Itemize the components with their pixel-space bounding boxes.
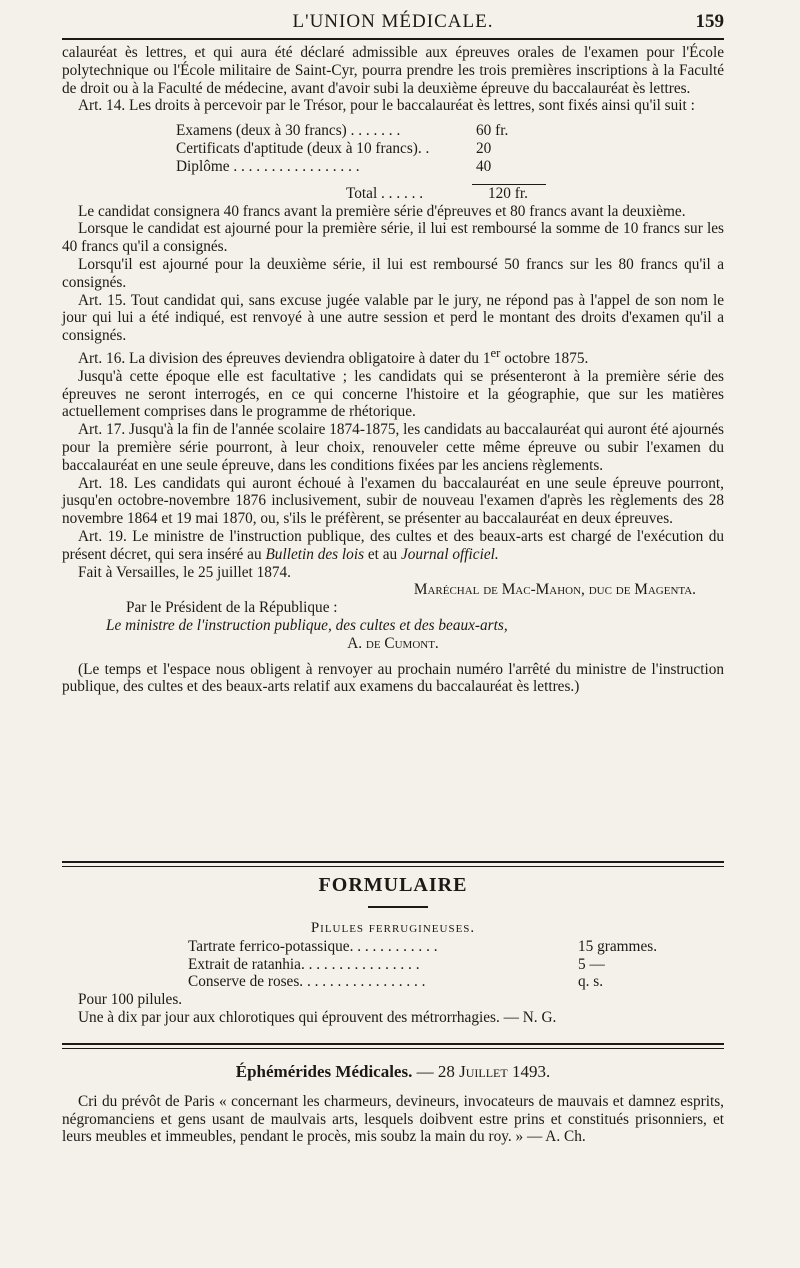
fee-label: Examens (deux à 30 francs) . . . . . . .: [176, 122, 401, 140]
fee-row: [176, 158, 536, 176]
section-rule: [62, 861, 724, 863]
article-19-conj: et au: [364, 545, 401, 563]
paragraph: calauréat ès lettres, et qui aura été déclaré admissible aux épreuves orales de l'examen pour l'École polytechnique ou l'École militaire de Saint-Cyr, pourra prendre les trois premières inscriptions à la Faculté de droit ou à la Faculté de médecine, avant d'avoir subi la deuxième épreuve du baccalauréat ès lettres.: [62, 44, 724, 97]
total-row: [346, 185, 724, 203]
formulaire-heading: FORMULAIRE: [318, 874, 468, 896]
fees-table: [176, 122, 536, 175]
ingredient-name: Conserve de roses. . . . . . . . . . . . . . . . .: [188, 973, 426, 991]
article-17: Art. 17. Jusqu'à la fin de l'année scolaire 1874-1875, les candidats au baccalauréat qui auront été ajournés pour la première série pourront, à leur choix, renouveler cette même épreuve ou subir l'examen du baccalauréat en une seule épreuve, dans les conditions fixées par les anciens règlements.: [62, 421, 724, 474]
section-rule: [62, 1048, 724, 1049]
article-18: Art. 18. Les candidats qui auront échoué à l'examen du baccalauréat en une seule épreuve pourront, jusqu'en octobre-novembre 1876 inclusivement, subir de nouveau l'examen d'après les règlements des 28 novembre 1864 et 19 mai 1870, ou, s'ils le préfèrent, se présenter au baccalauréat en deux épreuves.: [62, 474, 724, 528]
ephemerides: [62, 1063, 724, 1146]
formula-item: [188, 973, 724, 991]
ephemerides-title: [62, 1063, 724, 1081]
paragraph: Lorsqu'il est ajourné pour la deuxième série, il lui est remboursé 50 francs sur les 80 francs qu'il a consignés.: [62, 255, 724, 291]
fee-label: Diplôme . . . . . . . . . . . . . . . . .: [176, 157, 360, 175]
article-16: [62, 345, 724, 368]
page-number: 159: [695, 11, 724, 32]
ephemerides-date: — 28 Juillet 1493.: [412, 1062, 551, 1081]
total-label: Total . . . . . .: [346, 184, 424, 202]
minister-title: Le ministre de l'instruction publique, des cultes et des beaux-arts,: [106, 617, 508, 634]
ephemerides-heading: Éphémérides Médicales.: [235, 1062, 413, 1081]
formula: [62, 920, 724, 1027]
formula-item: [188, 956, 724, 974]
signature-minister: A. de Cumont.: [347, 634, 439, 652]
editorial-note: (Le temps et l'espace nous obligent à renvoyer au prochain numéro l'arrêté du ministre de l'instruction publique, des cultes et des beaux-arts relatif aux examens du baccalauréat ès lettres.): [62, 660, 724, 696]
ingredient-name: Tartrate ferrico-potassique. . . . . . . . . . . .: [188, 937, 438, 955]
article-body: [62, 44, 724, 696]
fee-amount: 20: [476, 139, 492, 157]
countersign-intro: Par le Président de la République :: [126, 599, 338, 617]
date-line: Fait à Versailles, le 25 juillet 1874.: [78, 563, 291, 581]
article-19-text: Art. 19. Le ministre de l'instruction publique, des cultes et des beaux-arts est chargé de l'exécution du présent décret, qui sera inséré au: [62, 528, 724, 563]
paragraph: Jusqu'à cette époque elle est facultative ; les candidats qui se présenteront à la première série des épreuves ne seront interrogés, en ce qui concerne l'histoire et la géographie, que sur les matières actuellement comprises dans le programme de rhétorique.: [62, 367, 724, 421]
ingredient-qty: q. s.: [578, 973, 604, 991]
fee-amount: 40: [476, 157, 492, 175]
paragraph: Lorsque le candidat est ajourné pour la première série, il lui est remboursé la somme de 10 francs sur les 40 francs qu'il a consignés.: [62, 220, 724, 256]
paragraph: Le candidat consignera 40 francs avant la première série d'épreuves et 80 francs avant la deuxième.: [78, 202, 686, 220]
fee-label: Certificats d'aptitude (deux à 10 francs). .: [176, 139, 430, 157]
article-16-text: Art. 16. La division des épreuves deviendra obligatoire à dater du 1: [78, 350, 491, 368]
formula-usage: Une à dix par jour aux chlorotiques qui éprouvent des métrorrhagies. — N. G.: [78, 1008, 557, 1026]
total-amount: 120 fr.: [488, 184, 528, 202]
ephemerides-text: Cri du prévôt de Paris « concernant les charmeurs, devineurs, invocateurs de mauvais et damnez esprits, négromanciens et gens usant de maulvais arts, lesquels doibvent estre prins et constitués prisonniers, et leurs meubles et immeubles, pendant le procès, mis soubz la main du roy. » — A. Ch.: [62, 1092, 724, 1146]
signature-president: Maréchal de Mac-Mahon, duc de Magenta.: [413, 581, 696, 599]
journal-title: L'UNION MÉDICALE.: [292, 11, 494, 32]
ingredient-qty: 15 grammes.: [578, 937, 658, 955]
formula-title: Pilules ferrugineuses.: [310, 920, 476, 936]
article-15: Art. 15. Tout candidat qui, sans excuse jugée valable par le jury, ne répond pas à l'appel de son nom le jour qui lui a été indiqué, est renvoyé à une autre session et perd le montant des droits d'examen qu'il a consignés.: [62, 291, 724, 345]
fee-amount: 60 fr.: [476, 122, 509, 140]
article-19: [62, 528, 724, 564]
fee-row: [176, 122, 536, 140]
formula-yield: Pour 100 pilules.: [78, 991, 183, 1009]
header-rule: [62, 38, 724, 40]
ingredient-qty: 5 —: [578, 955, 605, 973]
journal-name: Journal officiel.: [400, 545, 499, 563]
article-16-date: octobre 1875.: [500, 350, 589, 368]
bulletin-title: Bulletin des lois: [265, 545, 365, 563]
section-rule: [62, 866, 724, 867]
article-14: Art. 14. Les droits à percevoir par le Trésor, pour le baccalauréat ès lettres, sont fixés ainsi qu'il suit :: [78, 97, 695, 115]
fee-row: [176, 140, 536, 158]
superscript: er: [490, 345, 501, 360]
formulaire-rule: [368, 906, 428, 908]
formula-item: [188, 938, 724, 956]
ingredient-name: Extrait de ratanhia. . . . . . . . . . . . . . . .: [188, 955, 420, 973]
page-header: [62, 6, 724, 36]
section-rule: [62, 1043, 724, 1045]
